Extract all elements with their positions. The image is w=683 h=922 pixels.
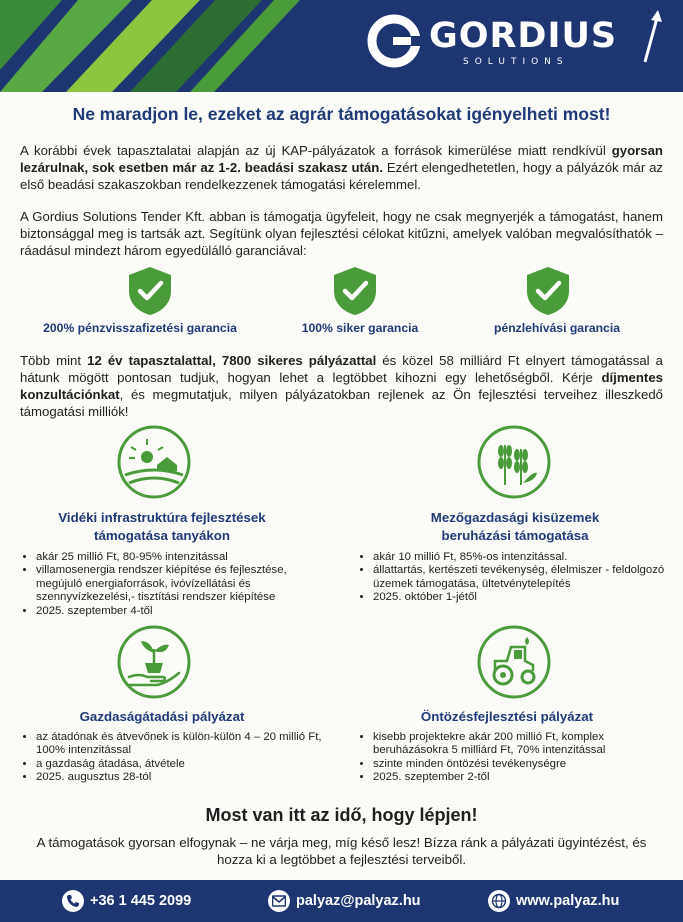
logo-mark-icon [365, 12, 423, 70]
tractor-icon [477, 625, 551, 699]
cta-text: A támogatások gyorsan elfogynak – ne várja meg, míg késő lesz! Bízza ránk a pályázati ügyintézést, és hozza ki a legtöbbet a fejlesztési terveiből. [36, 835, 647, 867]
shield-check-icon [333, 266, 377, 316]
email-address: palyaz@palyaz.hu [296, 893, 421, 909]
list-item: • az átadónak és átvevőnek is külön-külön 4 – 20 millió Ft, 100% intenzitással [36, 731, 336, 758]
logo-subtitle: SOLUTIONS [463, 57, 569, 67]
list-item: • akár 25 millió Ft, 80-95% intenzitással [36, 551, 326, 564]
intro-paragraph-1: A korábbi évek tapasztalatai alapján az új KAP-pályázatok a források kimerülése miatt rendkívül gyorsan lezárulnak, sok esetben már az 1-2. beadási szakasz után. Ezért elengedhetetlen, hogy a pályázók már az első beadási szakaszokban rendelkezzenek támogatási kérelemmel. [20, 143, 664, 192]
list-item: • 2025. október 1-jétől [373, 591, 673, 604]
program-title-rural-infrastructure: Vidéki infrastruktúra fejlesztések támogatása tanyákon [58, 510, 266, 543]
website-url: www.palyaz.hu [516, 893, 620, 909]
list-item: • 2025. szeptember 4-től [36, 605, 326, 618]
farm-sun-icon [117, 425, 191, 499]
list-item: • állattartás, kertészeti tevékenység, élelmiszer - feldolgozó üzemek támogatása, ültetvénytelepítés [373, 564, 673, 591]
guarantee-label-success: 100% siker garancia [301, 321, 419, 335]
contact-email[interactable] [268, 890, 421, 912]
gordius-logo[interactable] [365, 10, 665, 70]
list-item: • a gazdaság átadása, átvétele [36, 758, 336, 771]
list-item: • villamosenergia rendszer kiépítése és fejlesztése, megújuló energiaforrások, ivóvízellátási és szennyvízkezelési,- tisztítási rendszer kiépítése [36, 564, 326, 604]
globe-icon [488, 890, 510, 912]
page-headline: Ne maradjon le, ezeket az agrár támogatásokat igényelheti most! [72, 104, 611, 124]
program-list-small-farms [357, 551, 673, 605]
list-item: • 2025. szeptember 2-től [373, 771, 673, 784]
list-item: • szinte minden öntözési tevékenységre [373, 758, 673, 771]
intro-paragraph-2: A Gordius Solutions Tender Kft. abban is támogatja ügyfeleit, hogy ne csak megnyerjék a támogatást, hanem biztonsággal meg is tartsák azt. Segítünk olyan fejlesztési célokat kitűzni, amelyek valóban megvalósíthatók – ráadásul mindezt három egyedülálló garanciával: [20, 209, 663, 258]
logo-arrow-icon [641, 8, 665, 68]
guarantee-label-drawdown: pénzlehívási garancia [494, 321, 620, 335]
phone-number: +36 1 445 2099 [90, 893, 192, 909]
experience-paragraph: Több mint 12 év tapasztalattal, 7800 sikeres pályázattal és közel 58 milliárd Ft elnyert támogatással a hátunk mögött pontosan tudjuk, hogyan lehet a legtöbbet kihozni egy lehetőségből. Kérje díjmentes konzultációnkat, és megmutatjuk, milyen pályázatokban rejlenek az Ön fejlesztési terveihez illeszkedő támogatási milliók! [20, 353, 663, 419]
program-list-rural-infrastructure [20, 551, 326, 618]
list-item: • akár 10 millió Ft, 85%-os intenzitással. [373, 551, 673, 564]
list-item: • 2025. augusztus 28-tól [36, 771, 336, 784]
email-icon [268, 890, 290, 912]
program-title-farm-transfer: Gazdaságátadási pályázat [79, 709, 245, 724]
guarantee-label-money-back: 200% pénzvisszafizetési garancia [43, 321, 237, 335]
list-item: • kisebb projektekre akár 200 millió Ft, komplex beruházásokra 5 milliárd Ft, 70% intenzitással [373, 731, 673, 758]
program-title-small-farms: Mezőgazdasági kisüzemek beruházási támogatása [430, 510, 600, 543]
wheat-icon [477, 425, 551, 499]
program-list-irrigation [357, 731, 673, 785]
program-list-farm-transfer [20, 731, 336, 785]
contact-web[interactable] [488, 890, 619, 912]
program-title-irrigation: Öntözésfejlesztési pályázat [420, 709, 594, 724]
contact-phone[interactable] [62, 890, 191, 912]
header-banner [0, 0, 683, 92]
footer-bar [0, 880, 683, 922]
logo-wordmark: GORDIUS [429, 16, 618, 56]
shield-check-icon [526, 266, 570, 316]
cta-title: Most van itt az idő, hogy lépjen! [205, 805, 478, 825]
shield-check-icon [128, 266, 172, 316]
plant-hand-icon [117, 625, 191, 699]
phone-icon [62, 890, 84, 912]
